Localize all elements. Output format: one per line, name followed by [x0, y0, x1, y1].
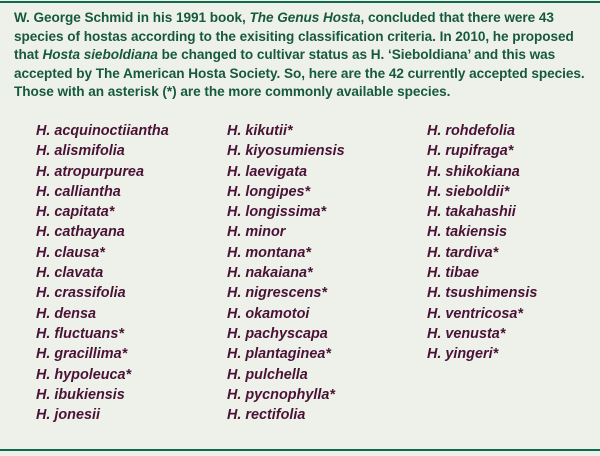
species-item: H. ibukiensis: [36, 386, 125, 403]
species-item: H. densa: [36, 305, 96, 322]
book-title: The Genus Hosta: [249, 10, 361, 25]
species-item: H. tsushimensis: [427, 285, 538, 302]
species-item: H. nigrescens*: [227, 285, 327, 302]
species-item: H. okamotoi: [227, 305, 310, 322]
species-item: H. minor: [227, 224, 286, 241]
species-item: H. kikutii*: [227, 123, 293, 139]
top-divider: [0, 1, 600, 3]
intro-text-3: be changed to cultivar status as H. ‘Sieboldiana’ and this was accepted by The American Hosta Society. So, here are the 42 currently accepted species. Those with an asterisk (*) are the more commonly available species.: [14, 47, 585, 100]
bottom-divider: [0, 449, 600, 451]
intro-text-2: , concluded that there were 43 species of hostas according to the exisiting classification criteria. In 2010, he proposed that: [14, 10, 574, 63]
species-item: H. hypoleuca*: [36, 366, 132, 383]
species-item: H. acquinoctiiantha: [36, 123, 169, 139]
species-item: H. rohdefolia: [427, 123, 515, 139]
species-column-2: [227, 121, 345, 425]
species-item: H. longipes*: [227, 183, 311, 200]
species-item: H. calliantha: [36, 183, 121, 200]
species-item: H. yingeri*: [427, 346, 499, 363]
species-item: H. rectifolia: [227, 407, 306, 424]
species-item: H. ventricosa*: [427, 305, 523, 322]
species-item: H. nakaiana*: [227, 265, 313, 282]
intro-text-1: W. George Schmid in his 1991 book,: [14, 10, 250, 25]
species-item: H. atropurpurea: [36, 163, 144, 180]
species-item: H. takiensis: [427, 224, 507, 241]
species-column-1: [36, 121, 169, 425]
species-item: H. cathayana: [36, 224, 125, 241]
species-item: H. alismifolia: [36, 143, 125, 160]
species-item: H. plantaginea*: [227, 346, 331, 363]
species-item: H. kiyosumiensis: [227, 143, 345, 160]
species-name: Hosta sieboldiana: [42, 47, 158, 63]
species-item: H. rupifraga*: [427, 143, 514, 160]
species-item: H. capitata*: [36, 204, 115, 221]
species-item: H. gracillima*: [36, 346, 128, 363]
species-item: H. takahashii: [427, 204, 516, 221]
species-item: H. pulchella: [227, 366, 308, 383]
species-column-3: [427, 121, 537, 365]
species-item: H. crassifolia: [36, 285, 126, 302]
species-item: H. longissima*: [227, 204, 327, 221]
species-item: H. shikokiana: [427, 163, 520, 180]
species-item: H. pycnophylla*: [227, 386, 335, 403]
species-item: H. pachyscapa: [227, 325, 328, 342]
species-item: H. clavata: [36, 265, 104, 282]
species-item: H. fluctuans*: [36, 325, 124, 342]
species-item: H. tardiva*: [427, 244, 499, 261]
species-item: H. clausa*: [36, 244, 105, 261]
species-item: H. jonesii: [36, 407, 100, 424]
intro-paragraph: [14, 9, 594, 102]
species-item: H. tibae: [427, 265, 479, 282]
species-item: H. venusta*: [427, 325, 506, 342]
species-item: H. sieboldii*: [427, 183, 510, 200]
species-item: H. montana*: [227, 244, 311, 261]
species-item: H. laevigata: [227, 163, 307, 180]
